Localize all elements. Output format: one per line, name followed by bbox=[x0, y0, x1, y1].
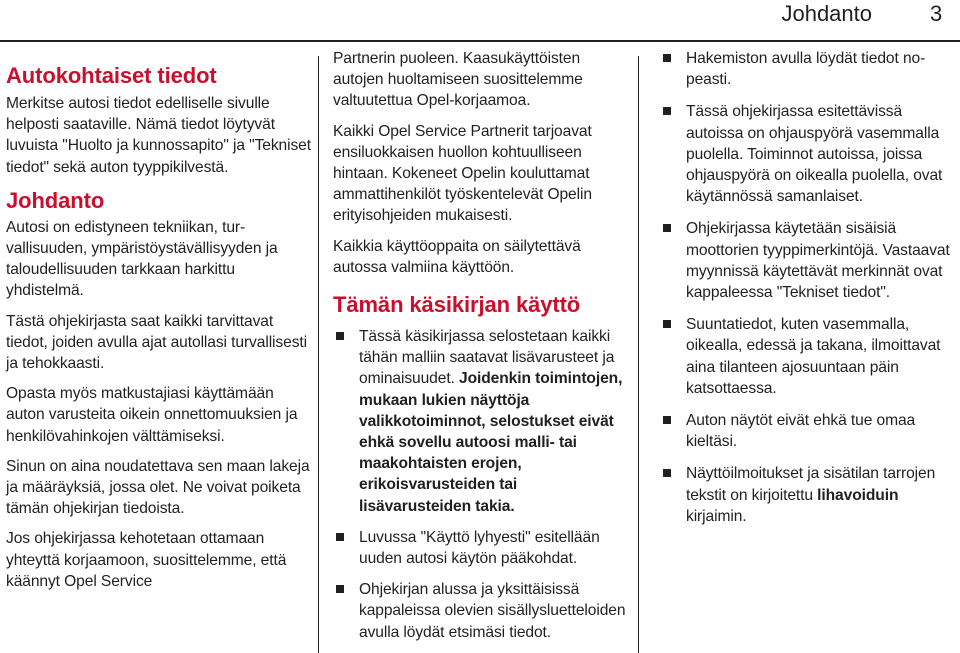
header-title: Johdanto bbox=[781, 1, 872, 26]
list-item: Tässä ohjekirjassa esitettävissä autoissa on ohjauspyörä vasemmalla puolella. Toiminnot autoissa, joissa ohjauspyörä on oikealla puolella, ovat käytännössä samanlaiset. bbox=[660, 101, 958, 207]
paragraph: Tästä ohjekirjasta saat kaikki tarvittavat tiedot, joiden avulla ajat autollasi turvallisesti ja tehokkaasti. bbox=[6, 312, 307, 373]
list-item-bold-text: Joidenkin toimintojen, mukaan lukien näyttöja valikkotoiminnot, selostukset eivät ehkä sovellu autoosi malli- tai maakohtaisten erojen, erikoisvarusteiden tai lisävarusteiden takia. bbox=[359, 370, 623, 515]
column-right bbox=[660, 48, 958, 538]
bullet-list bbox=[333, 326, 631, 643]
paragraph: Opasta myös matkustajiasi käyttämään auton varusteita oikein onnettomuuksien ja henkilövahinkojen välttämiseksi. bbox=[6, 385, 298, 445]
header-rule bbox=[0, 40, 960, 42]
list-item: Hakemiston avulla löydät tiedot nopeasti. bbox=[660, 48, 958, 90]
paragraph: Kaikki Opel Service Partnerit tarjoavat ensiluokkaisen huollon kohtuulliseen hintaan. Kokeneet Opelin kouluttamat ammattihenkilöt työskentelevät Opelin erityisohjeiden mukaisesti. bbox=[333, 122, 592, 225]
paragraph: Kaikkia käyttöoppaita on säilytettävä autossa valmiina käyttöön. bbox=[333, 237, 581, 276]
list-item bbox=[660, 463, 958, 527]
list-item: Luvussa "Käyttö lyhyesti" esitellään uuden autosi käytön pääkohdat. bbox=[333, 527, 631, 569]
list-item bbox=[333, 326, 631, 517]
heading-introduction: Johdanto bbox=[6, 187, 105, 213]
column-divider bbox=[638, 56, 639, 653]
page-number: 3 bbox=[930, 1, 943, 26]
heading-vehicle-info: Autokohtaiset tiedot bbox=[6, 63, 217, 88]
paragraph: Sinun on aina noudatettava sen maan lakeja ja määräyksiä, jossa olet. Ne voivat poiketa tämän ohjekirjan tiedoista. bbox=[6, 457, 310, 518]
bullet-list bbox=[660, 48, 958, 527]
list-item: Suuntatiedot, kuten vasemmalla, oikealla, edessä ja takana, ilmoittavat aina tilanteen ajosuuntaan päin katsottaessa. bbox=[660, 314, 958, 399]
page-header bbox=[0, 0, 960, 40]
heading-manual-usage: Tämän käsikirjan käyttö bbox=[333, 292, 581, 318]
list-item-text: Näyttöilmoitukset ja sisätilan tarrojen tekstit on kirjoitettu bbox=[686, 465, 936, 504]
list-item-bold-text: lihavoiduin bbox=[817, 486, 899, 504]
paragraph: Partnerin puoleen. Kaasukäyttöisten autojen huoltamiseen suosittelemme valtuutettua Opel-korjaamoa. bbox=[333, 50, 583, 110]
paragraph: Jos ohjekirjassa kehotetaan ottamaan yhteyttä korjaamoon, suosittelemme, että käännyt Opel Service bbox=[6, 530, 287, 590]
column-left bbox=[6, 48, 312, 601]
list-item-text: Tässä käsikirjassa selostetaan kaikki tähän malliin saatavat lisävarusteet ja ominaisuudet. bbox=[359, 328, 615, 388]
list-item: Ohjekirjan alussa ja yksittäisissä kappaleissa olevien sisällysluetteloiden avulla löydät etsimäsi tiedot. bbox=[333, 579, 631, 643]
column-middle bbox=[333, 48, 631, 653]
paragraph: Autosi on edistyneen tekniikan, turvallisuuden, ympäristöystävällisyyden ja taloudellisuuden tarkkaan harkittu yhdistelmä. bbox=[6, 218, 278, 300]
list-item: Ohjekirjassa käytetään sisäisiä moottorien tyyppimerkintöjä. Vastaavat myynnissä käytettävät merkinnät ovat kappaleessa "Tekniset tiedot". bbox=[660, 218, 958, 303]
list-item: Auton näytöt eivät ehkä tue omaa kieltäsi. bbox=[660, 410, 958, 452]
column-divider bbox=[318, 56, 319, 653]
paragraph-vehicle-info: Merkitse autosi tiedot edelliselle sivulle helposti saataville. Nämä tiedot löytyvät luvuista "Huolto ja kunnossapito" ja "Tekniset tiedot" sekä auton tyyppikilvestä. bbox=[6, 95, 311, 176]
list-item-text: kirjaimin. bbox=[686, 507, 747, 525]
